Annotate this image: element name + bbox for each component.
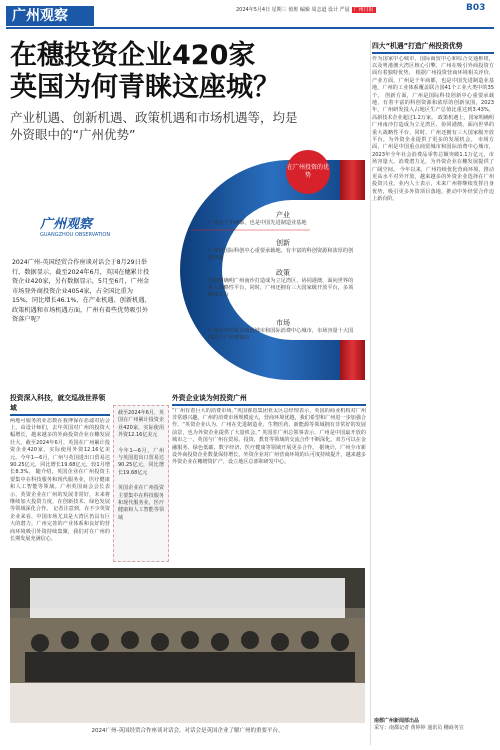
item-text: 广州是国际科创中心重要承载地，有丰富的科创资源和浓厚的创新氛围 (208, 248, 354, 262)
item-title: 市场 (276, 319, 290, 327)
logo-title: 广州观察 (40, 217, 93, 232)
item-text: 广州是中国重点商贸城市和国际消费中心城市，市场容量十大国内的门户消费城市 (208, 328, 354, 342)
item-innovation (208, 238, 358, 262)
left-article (10, 392, 110, 588)
deck: 产业机遇、创新机遇、政策机遇和市场机遇等，均是外资眼中的“广州优势” (10, 110, 298, 142)
logo-sub: GUANGZHOU OBSERVATION (40, 232, 111, 238)
item-policy (208, 268, 358, 300)
photo-caption: 2024广州-英国经贸合作座谈对话会，对话会是英国企业了解广州的重要平台。 (91, 728, 284, 734)
right-article-body: 作为国家中心城市，国际商贸中心和综合交通枢纽，以及粤港澳大湾区核心引擎，广州在吸引外商投资方面有着独特优势。 根据广州投资营商环境相关评价，产业方面，广州是千年商都，也是中国先进制造业基地，广州的工业体系覆盖联合国41个工业大类中的35个。 创新方面，广州是国际科技创新中心重要承载地，有着丰富的科创资源和浓厚的创新氛围，2023年，广州研发投入占地区生产总值比重达到3.43%，高新技术企业超过1.2万家。 政策机遇上，国家明确明广州南沙打造成为立足湾区、协同港澳、面向世界的重大战略性平台，同时，广州还拥有三大国家级开放平台，为外资企业提供了更多的发展机会。 市场方面，广州是中国重点商贸城市和国际消费中心城市，2023年全年社会消费品零售总额突破1.1万亿元，市场容量大，消费潜力足，为外资企业在穗发展提供了广阔空间。 今年以来，广州持续优化营商环境，推动更高水平对外开放，越来越多的外资企业选择在广州投资兴业。业内人士表示，未来广州将继续发挥自身优势，吸引更多外资项目落地，推动中外经贸合作迈上新台阶。 (372, 55, 494, 203)
key-figure-2: 今年1—6月，广州与英国进出口贸易达90.25亿元，同比增长19.68亿元 (118, 447, 164, 476)
headline (10, 40, 300, 104)
key-figure-3: 英国企业在广州投资主要集中在科技服务和现代服务业，医疗健康和人工智能等领域 (118, 485, 164, 521)
right-article (372, 40, 494, 716)
title-rule (10, 414, 110, 416)
mid-article-body: “广州有着巨大的消费市场。”英国睿恩集团亚太区总经理表示，英国的商业机构对广州非常感兴趣，广州的消费市场规模庞大，营商环境优越，我们希望和广州进一步加强合作。“英资企业认为，广州在先进制造业、生物医药、新能源等领域拥有非常好的发展前景，也为外资企业提供了大量机会。” 英国驻广州总领事表示，广州是中国最开放的城市之一，英国与广州在贸易、投资、教育等领域的交流合作不断深化。双方可以在金融服务、绿色低碳、数字经济、医疗健康等领域开展更多合作。 据统计，广州全市新设外商投资企业数量保持增长，外资企业对广州营商环境的认可度持续提升，越来越多外资企业在穗增资扩产，设立地区总部和研发中心。 (172, 407, 366, 466)
event-photo (10, 568, 365, 723)
header-rule (6, 27, 494, 29)
paper-badge: 广州日报 (353, 7, 374, 13)
title-rule (172, 404, 366, 406)
issue-meta-text: 2024年5月4日 星期三 值班 编辑 周志道 设计 严晨 (236, 7, 350, 13)
item-text: 广州是千年商都，也是中国先进制造业基地 (208, 220, 307, 226)
magnet-label: 在广州投资的优势 (286, 150, 330, 194)
headline-line1: 在穗投资企业420家 (10, 40, 256, 71)
credits-line1: 南都广州新闻部出品 (374, 718, 420, 724)
title-rule (372, 52, 494, 54)
item-title: 产业 (276, 211, 290, 219)
graphic-caption: 2024广州-英国经贸合作座谈对话会于8月29日举行，数据显示，截至2024年6月，英国在穗累计投资企业420家，另有数据显示，5月至6月，广州金市场登外商投资企业4054家，占全国比重为15%，同比增长46.1%，在产业机遇、创新机遇、政策机遇和市场机遇方面，广州有着些优势吸引外资落户呢？ (12, 259, 151, 323)
key-figures-box (113, 405, 169, 562)
credits (374, 718, 494, 732)
credits-line2: 采写：南都记者 黄婷婷 通讯员 穗商务宣 (374, 725, 464, 731)
item-title: 创新 (276, 239, 290, 247)
item-text: 国家明确明广州南沙打造成为立足湾区、协同港澳、面向世界的重大战略性平台，同时，广州还拥有三大国家级开放平台，多项制度出台 (208, 278, 354, 299)
item-title: 政策 (276, 269, 290, 277)
item-industry (208, 210, 358, 227)
left-article-body: 两地可服务的业态数在我博保在恶滤对话会上，由设计师们，去年英国对广州的投资大幅增长，越来越多的外商投资企业在穗发展壮大。截至2024年6月，英国在广州累计投资企业420家，实际使用外资12.16亿美元。今年1—6月，广州与英国进出口贸易达90.25亿元，同比增长19.68亿元，较1月增长8.3%。 随介绍，英国企业在广州投资主要集中在科技服务和现代服务业，医疗健康和人工智能等领域。广州英国商会会长表示，英资企业在广州的发展非常好，未来将继续加大投资力度，在创新技术、绿色发展等领域深化合作。 记者注意到，在不少英资企业来看，中国市场尤其是大湾区仍具有巨大的潜力，广州完善的产业体系和良好的营商环境吸引外资持续集聚，我们对在广州的长期发展充满信心。 (10, 417, 110, 542)
page-number: B03 (466, 3, 486, 13)
column-divider (370, 40, 371, 745)
series-logo (40, 213, 140, 253)
issue-meta (236, 6, 464, 14)
right-article-title: 四大“机遇”打造广州投资优势 (372, 42, 463, 50)
item-market (208, 318, 358, 342)
mid-article-title: 外资企业谈为何投资广州 (172, 394, 247, 402)
headline-line2: 英国为何青睐这座城？ (10, 72, 280, 103)
section-tag: 广州观察 (6, 6, 94, 26)
mid-article (172, 392, 366, 578)
left-article-title: 投资深入科技，就交巡战世界领域 (10, 394, 106, 412)
key-figure-1: 截至2024年6月，英国在广州累计投资企业420家，实际使用外资12.16亿美元 (118, 410, 164, 439)
